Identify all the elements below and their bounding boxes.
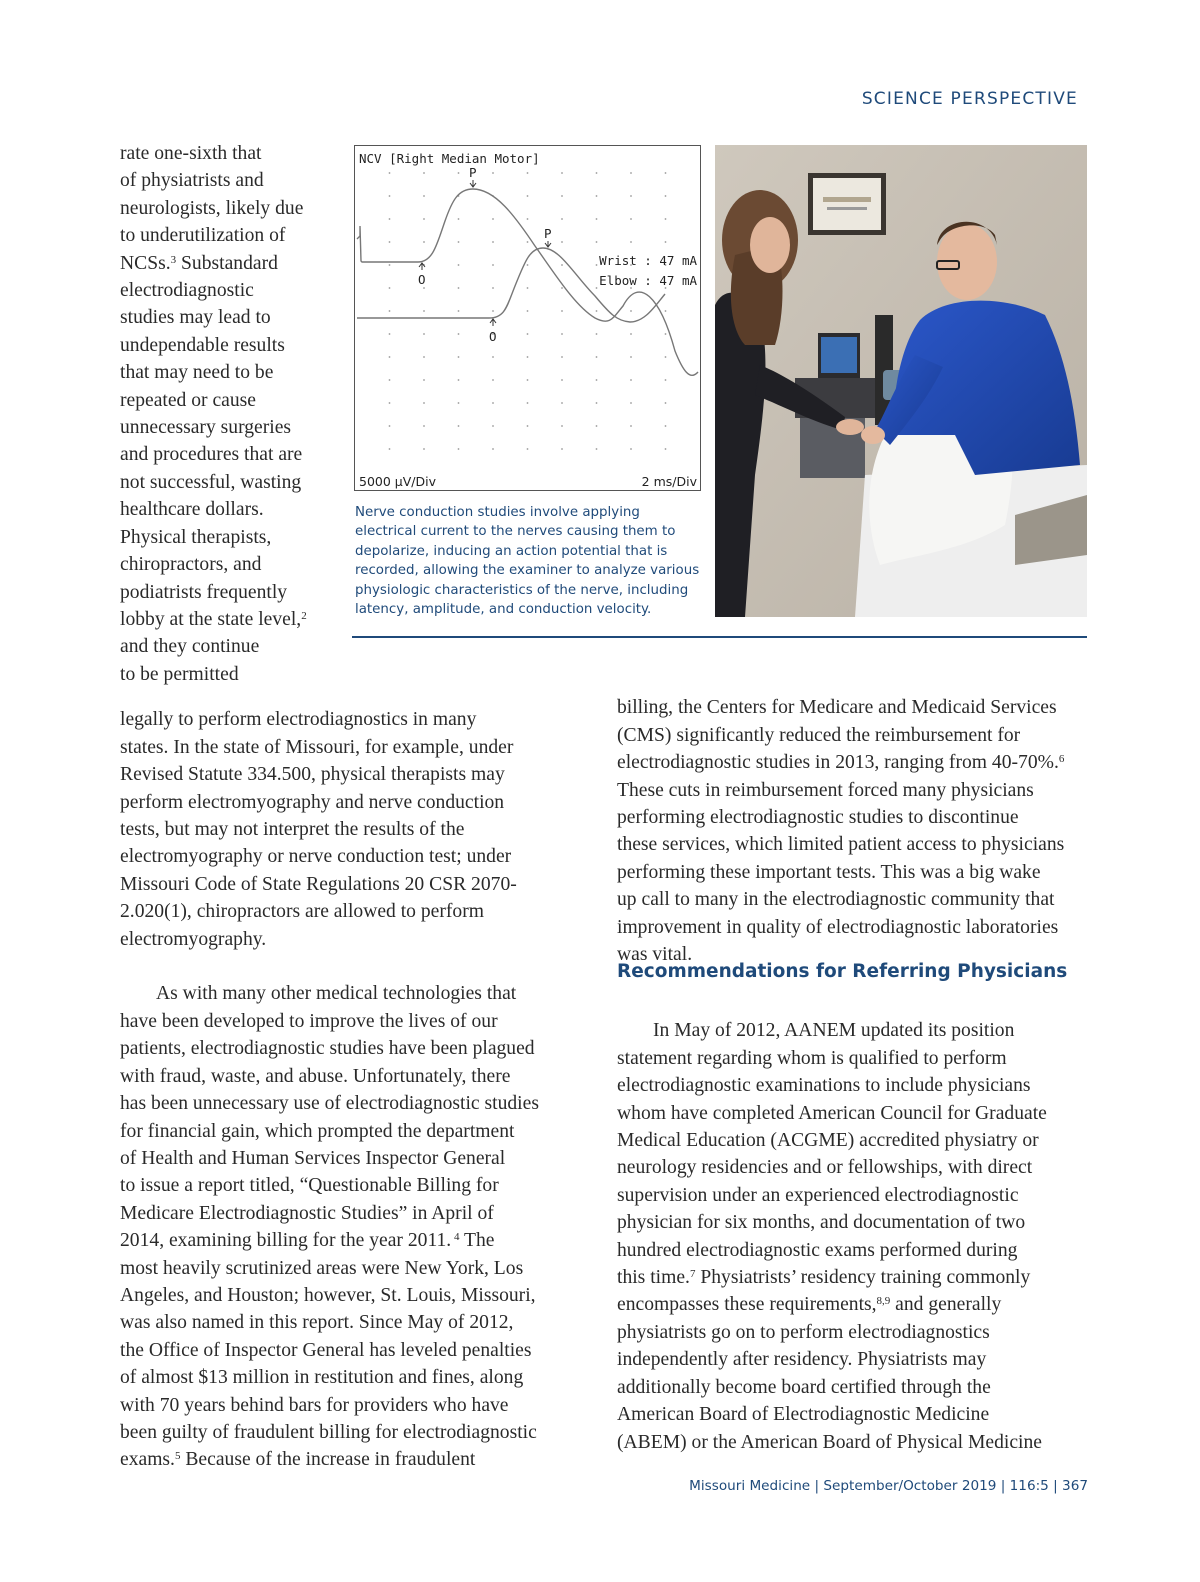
grid-dot	[492, 287, 494, 289]
grid-dot	[492, 425, 494, 427]
grid-dot	[630, 402, 632, 404]
grid-dot	[423, 287, 425, 289]
grid-dot	[596, 195, 598, 197]
grid-dot	[458, 333, 460, 335]
paragraph	[120, 980, 570, 1473]
grid-dot	[389, 425, 391, 427]
footnote-ref: 4	[451, 1231, 460, 1244]
grid-dot	[630, 172, 632, 174]
grid-dot	[423, 425, 425, 427]
grid-dot	[561, 218, 563, 220]
ncv-title: NCV [Right Median Motor]	[359, 151, 540, 166]
footnote-ref: 2	[301, 609, 307, 622]
grid-dot	[423, 195, 425, 197]
footer-citation: Missouri Medicine | September/October 2019 | 116:5 | 367	[689, 1478, 1088, 1494]
grid-dot	[630, 425, 632, 427]
grid-dot	[561, 195, 563, 197]
grid-dot	[458, 448, 460, 450]
grid-dot	[527, 448, 529, 450]
grid-dot	[492, 218, 494, 220]
grid-dot	[561, 264, 563, 266]
grid-dot	[423, 241, 425, 243]
section-heading: Recommendations for Referring Physicians	[617, 961, 1068, 982]
grid-dot	[458, 379, 460, 381]
grid-dot	[665, 333, 667, 335]
text-run: rate one-sixth that of physiatrists and neurologists, likely due to underutilization of NCSs.	[120, 143, 304, 274]
grid-dot	[596, 425, 598, 427]
grid-dot	[527, 218, 529, 220]
grid-dot	[389, 310, 391, 312]
grid-dot	[665, 448, 667, 450]
footnote-ref: 8,9	[876, 1295, 891, 1308]
clinic-photo	[715, 145, 1087, 617]
grid-dot	[561, 448, 563, 450]
grid-dot	[458, 310, 460, 312]
grid-dot	[596, 172, 598, 174]
grid-dot	[389, 287, 391, 289]
grid-dot	[665, 172, 667, 174]
grid-dot	[458, 287, 460, 289]
grid-dot	[527, 356, 529, 358]
grid-dot	[423, 402, 425, 404]
grid-dot	[458, 425, 460, 427]
grid-dot	[665, 241, 667, 243]
onset-label: O	[418, 272, 426, 287]
footnote-ref: 6	[1058, 753, 1065, 766]
figure-caption: Nerve conduction studies involve applying electrical current to the nerves causing them to depolarize, inducing an action potential that is recorded, allowing the examiner to analyze various physiologic characteristics of the nerve, including latency, amplitude, and conduction velocity.	[355, 505, 700, 618]
grid-dot	[492, 172, 494, 174]
grid-dot	[630, 379, 632, 381]
grid-dot	[596, 333, 598, 335]
grid-dot	[527, 310, 529, 312]
grid-dot	[423, 448, 425, 450]
peak-label: P	[469, 165, 477, 180]
grid-dot	[561, 310, 563, 312]
grid-dot	[630, 218, 632, 220]
grid-dot	[492, 264, 494, 266]
grid-dot	[561, 402, 563, 404]
grid-dot	[527, 425, 529, 427]
grid-dot	[458, 241, 460, 243]
grid-dot	[630, 448, 632, 450]
onset-marker	[419, 263, 425, 270]
grid-dot	[389, 402, 391, 404]
grid-dot	[596, 241, 598, 243]
paragraph	[617, 694, 1087, 968]
grid-dot	[596, 402, 598, 404]
grid-dot	[458, 264, 460, 266]
grid-dot	[561, 356, 563, 358]
grid-dot	[389, 195, 391, 197]
grid-dot	[492, 379, 494, 381]
grid-dot	[596, 310, 598, 312]
text-run: In May of 2012, AANEM updated its position statement regarding whom is qualified to perform electrodiagnostic examinations to include physicians whom have completed American Council for Graduate Medical Education (ACGME) accredited physiatry or neurology residencies and or fellowships, with direct supervision under an experienced electrodiagnostic physician for six months, and documentation of two hundred electrodiagnostic exams performed during this time.	[617, 1020, 1047, 1289]
grid-dot	[389, 241, 391, 243]
grid-dot	[596, 448, 598, 450]
grid-dot	[561, 333, 563, 335]
grid-dot	[423, 356, 425, 358]
grid-dot	[527, 379, 529, 381]
grid-dot	[423, 310, 425, 312]
grid-dot	[389, 172, 391, 174]
paragraph	[617, 1017, 1087, 1456]
grid-dot	[527, 241, 529, 243]
paragraph: legally to perform electrodiagnostics in many states. In the state of Missouri, for example, under Revised Statute 334.500, physical therapists may perform electromyography and nerve conduction tests, but may not interpret the results of the electromyography or nerve conduction test; under Missouri Code of State Regulations 20 CSR 2070- 2.020(1), chiropractors are allowed to perform electromyography.	[120, 709, 517, 950]
footnote-ref: 3	[170, 253, 177, 266]
text-run: These cuts in reimbursement forced many physicians performing electrodiagnostic studies to discontinue these services, which limited patient access to physicians performing these important tests. This was a big wake up call to many in the electrodiagnostic community that improvement in quality of electrodiagnostic laboratories was vital.	[617, 779, 1065, 966]
grid-dot	[527, 172, 529, 174]
column1-narrow-text	[120, 140, 330, 688]
grid-dot	[527, 402, 529, 404]
ncv-plot	[355, 146, 700, 490]
wrist-stim-label: Wrist : 47 mA	[599, 253, 697, 268]
text-run: The most heavily scrutinized areas were New York, Los Angeles, and Houston; however, St. Louis, Missouri, was also named in this report. Since May of 2012, the Office of Inspector General has leveled penalties of almost $13 million in restitution and fines, along with 70 years behind bars for providers who have been guilty of fraudulent billing for electrodiagnostic exams.	[120, 1230, 537, 1471]
time-scale-label: 2 ms/Div	[641, 474, 697, 489]
grid-dot	[458, 218, 460, 220]
grid-dot	[389, 333, 391, 335]
text-run: and generally physiatrists go on to perform electrodiagnostics independently after residency. Physiatrists may additionally become board certified through the American Board of Electrodiagnostic Medicine (ABEM) or the American Board of Physical Medicine	[617, 1294, 1042, 1453]
grid-dot	[389, 448, 391, 450]
footnote-ref: 7	[689, 1268, 696, 1281]
text-run: and they continue to be permitted	[120, 636, 260, 685]
photo-illustration	[715, 145, 1087, 617]
grid-dot	[389, 218, 391, 220]
grid-dot	[561, 172, 563, 174]
grid-dot	[492, 356, 494, 358]
grid-dot	[561, 241, 563, 243]
grid-dot	[458, 356, 460, 358]
recommendations-text	[617, 990, 1087, 1483]
footnote-ref: 5	[174, 1450, 181, 1463]
grid-dot	[596, 379, 598, 381]
figure-divider	[352, 636, 1087, 638]
grid-dot	[596, 218, 598, 220]
text-run: Physiatrists’ residency training commonly encompasses these requirements,	[617, 1267, 1031, 1316]
grid-dot	[492, 310, 494, 312]
grid-dot	[389, 264, 391, 266]
text-run: Because of the increase in fraudulent	[180, 1449, 476, 1471]
peak-label: P	[544, 226, 552, 241]
grid-dot	[596, 264, 598, 266]
text-run: Substandard electrodiagnostic studies may lead to undependable results that may need to be repeated or cause unnecessary surgeries and procedures that are not successful, wasting healthcare dollars. Physical therapists, chiropractors, and podiatrists frequently lobby at the state level,	[120, 252, 303, 630]
grid-dot	[665, 402, 667, 404]
grid-dot	[527, 264, 529, 266]
text-run: billing, the Centers for Medicare and Medicaid Services (CMS) significantly reduced the reimbursement for electrodiagnostic studies in 2013, ranging from 40-70%.	[617, 697, 1059, 774]
grid-dot	[630, 333, 632, 335]
grid-dot	[423, 333, 425, 335]
grid-dot	[423, 172, 425, 174]
grid-dot	[423, 379, 425, 381]
grid-dot	[492, 448, 494, 450]
peak-marker	[545, 241, 551, 247]
grid-dot	[527, 287, 529, 289]
grid-dot	[423, 218, 425, 220]
grid-dot	[561, 379, 563, 381]
grid-dot	[561, 425, 563, 427]
grid-dot	[492, 402, 494, 404]
grid-dot	[630, 241, 632, 243]
column1-wide-text	[120, 679, 570, 1501]
grid-dot	[665, 218, 667, 220]
grid-dot	[527, 195, 529, 197]
grid-dots	[389, 172, 667, 450]
peak-marker	[470, 180, 476, 187]
grid-dot	[458, 172, 460, 174]
text-run: As with many other medical technologies that have been developed to improve the lives of our patients, electrodiagnostic studies have been plagued with fraud, waste, and abuse. Unfortunately, there has been unnecessary use of electrodiagnostic studies for financial gain, which prompted the department of Health and Human Services Inspector General to issue a report titled, “Questionable Billing for Medicare Electrodiagnostic Studies” in April of 2014, examining billing for the year 2011.	[120, 983, 539, 1252]
grid-dot	[389, 356, 391, 358]
grid-dot	[389, 379, 391, 381]
grid-dot	[596, 356, 598, 358]
onset-label: O	[489, 329, 497, 344]
grid-dot	[527, 333, 529, 335]
amplitude-scale-label: 5000 µV/Div	[359, 474, 436, 489]
grid-dot	[630, 356, 632, 358]
grid-dot	[665, 195, 667, 197]
onset-marker	[490, 319, 496, 326]
grid-dot	[665, 356, 667, 358]
ncv-waveform-figure	[354, 145, 701, 491]
grid-dot	[665, 425, 667, 427]
grid-dot	[458, 402, 460, 404]
grid-dot	[596, 287, 598, 289]
grid-dot	[561, 287, 563, 289]
column2-text	[617, 667, 1087, 996]
grid-dot	[492, 241, 494, 243]
grid-dot	[630, 195, 632, 197]
section-label: SCIENCE PERSPECTIVE	[861, 89, 1078, 109]
elbow-stim-label: Elbow : 47 mA	[599, 273, 697, 288]
grid-dot	[665, 379, 667, 381]
grid-dot	[665, 310, 667, 312]
grid-dot	[630, 310, 632, 312]
